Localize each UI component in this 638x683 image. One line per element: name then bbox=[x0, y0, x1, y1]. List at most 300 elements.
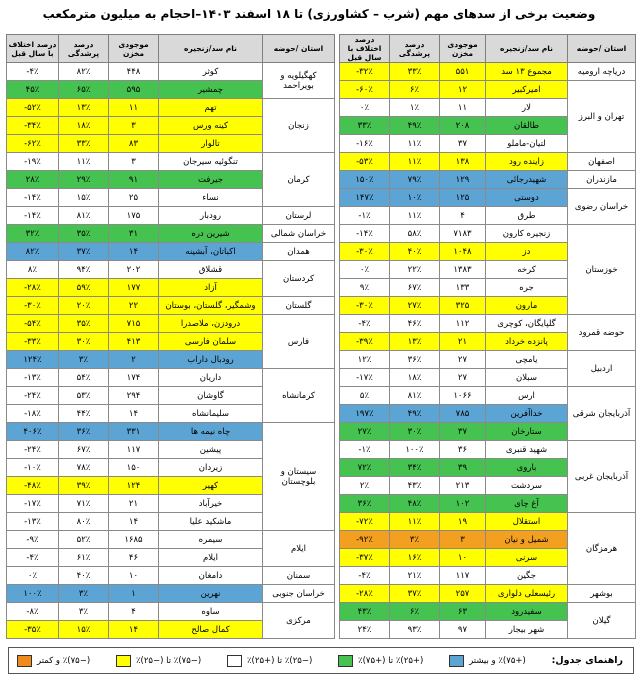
diff-percent-cell: ۴۵٪ bbox=[7, 81, 59, 99]
dam-row bbox=[340, 441, 636, 459]
storage-cell: ۱۱ bbox=[109, 99, 159, 117]
dam-row bbox=[340, 225, 636, 243]
diff-percent-cell: ۱۹۷٪ bbox=[340, 405, 390, 423]
storage-cell: ۳۹ bbox=[440, 459, 486, 477]
storage-cell: ۴ bbox=[109, 603, 159, 621]
fill-percent-cell: ۷۹٪ bbox=[390, 171, 440, 189]
province-cell: اردبیل bbox=[568, 351, 636, 387]
dam-row bbox=[340, 315, 636, 333]
storage-cell: ۳ bbox=[440, 531, 486, 549]
storage-cell: ۱۴ bbox=[109, 243, 159, 261]
diff-percent-cell: -۵۳٪ bbox=[340, 153, 390, 171]
province-cell: سمنان bbox=[263, 567, 335, 585]
fill-percent-cell: ۵۳٪ bbox=[59, 387, 109, 405]
fill-percent-cell: ۶۷٪ bbox=[59, 441, 109, 459]
diff-percent-cell: -۹٪ bbox=[7, 531, 59, 549]
storage-cell: ۴۱۳ bbox=[109, 333, 159, 351]
diff-percent-cell: -۱۷٪ bbox=[7, 495, 59, 513]
dam-name-cell: داریان bbox=[159, 369, 263, 387]
fill-percent-cell: ۳۶٪ bbox=[59, 423, 109, 441]
dam-name-cell: چاه نیمه ها bbox=[159, 423, 263, 441]
fill-percent-cell: ۵۴٪ bbox=[59, 369, 109, 387]
storage-cell: ۴۶ bbox=[109, 549, 159, 567]
storage-cell: ۳۷ bbox=[440, 423, 486, 441]
storage-cell: ۲۵۷ bbox=[440, 585, 486, 603]
province-cell: فارس bbox=[263, 315, 335, 369]
fill-percent-cell: ۲۷٪ bbox=[390, 297, 440, 315]
province-cell: ایلام bbox=[263, 531, 335, 567]
dam-name-cell: قشلاق bbox=[159, 261, 263, 279]
fill-percent-cell: ۶۷٪ bbox=[390, 279, 440, 297]
diff-percent-cell: -۵۲٪ bbox=[7, 99, 59, 117]
dam-name-cell: کمال صالح bbox=[159, 621, 263, 639]
storage-cell: ۱۰۴۸ bbox=[440, 243, 486, 261]
province-cell: مازندران bbox=[568, 171, 636, 189]
fill-percent-cell: ۱۱٪ bbox=[390, 207, 440, 225]
header-diff-percent: درصد اختلاف با سال قبل bbox=[7, 35, 59, 63]
legend-color-swatch bbox=[17, 655, 32, 667]
storage-cell: ۱۱ bbox=[440, 99, 486, 117]
diff-percent-cell: ۱۲۴٪ bbox=[7, 351, 59, 369]
diff-percent-cell: ۲٪ bbox=[340, 477, 390, 495]
diff-percent-cell: -۷۲٪ bbox=[340, 513, 390, 531]
dam-row bbox=[7, 585, 335, 603]
diff-percent-cell: -۴٪ bbox=[7, 63, 59, 81]
province-cell: گیلان bbox=[568, 603, 636, 639]
diff-percent-cell: -۳۵٪ bbox=[7, 621, 59, 639]
diff-percent-cell: -۶۰٪ bbox=[340, 81, 390, 99]
storage-cell: ۱۳۸ bbox=[440, 153, 486, 171]
storage-cell: ۱۱۲ bbox=[440, 315, 486, 333]
fill-percent-cell: ۸۲٪ bbox=[59, 63, 109, 81]
dam-name-cell: پیشین bbox=[159, 441, 263, 459]
legend-color-swatch bbox=[449, 655, 464, 667]
dam-name-cell: تنگوئیه سیرجان bbox=[159, 153, 263, 171]
storage-cell: ۱۶۸۵ bbox=[109, 531, 159, 549]
dam-name-cell: امیرکبیر bbox=[486, 81, 568, 99]
dam-name-cell: سلمان فارسی bbox=[159, 333, 263, 351]
province-cell: کهگیلویه و بویراحمد bbox=[263, 63, 335, 99]
province-cell: دریاچه ارومیه bbox=[568, 63, 636, 81]
fill-percent-cell: ۳۰٪ bbox=[390, 423, 440, 441]
storage-cell: ۸۳ bbox=[109, 135, 159, 153]
storage-cell: ۱۴ bbox=[109, 405, 159, 423]
fill-percent-cell: ۴۴٪ bbox=[59, 405, 109, 423]
dam-name-cell: سبلان bbox=[486, 369, 568, 387]
fill-percent-cell: ۳۷٪ bbox=[59, 243, 109, 261]
dam-name-cell: سیمره bbox=[159, 531, 263, 549]
fill-percent-cell: ۹۴٪ bbox=[59, 261, 109, 279]
dam-name-cell: دوستی bbox=[486, 189, 568, 207]
header-province: استان /حوضه bbox=[263, 35, 335, 63]
storage-cell: ۱۱۷ bbox=[109, 441, 159, 459]
legend-color-swatch bbox=[116, 655, 131, 667]
fill-percent-cell: ۲۲٪ bbox=[390, 261, 440, 279]
diff-percent-cell: ۴۰۶٪ bbox=[7, 423, 59, 441]
dam-name-cell: لار bbox=[486, 99, 568, 117]
fill-percent-cell: ۲۹٪ bbox=[59, 171, 109, 189]
fill-percent-cell: ۳۴٪ bbox=[390, 459, 440, 477]
fill-percent-cell: ۱۳٪ bbox=[59, 99, 109, 117]
dam-name-cell: شیرین دره bbox=[159, 225, 263, 243]
storage-cell: ۴۴۸ bbox=[109, 63, 159, 81]
storage-cell: ۲۱۳ bbox=[440, 477, 486, 495]
storage-cell: ۲۲ bbox=[109, 297, 159, 315]
fill-percent-cell: ۱۸٪ bbox=[390, 369, 440, 387]
province-cell: کرمان bbox=[263, 153, 335, 207]
fill-percent-cell: ۷۱٪ bbox=[59, 495, 109, 513]
province-cell: خراسان جنوبی bbox=[263, 585, 335, 603]
province-cell: آذربایجان شرقی bbox=[568, 387, 636, 441]
dam-name-cell: ماشکید علیا bbox=[159, 513, 263, 531]
dam-name-cell: تالوار bbox=[159, 135, 263, 153]
province-cell: لرستان bbox=[263, 207, 335, 225]
dam-row bbox=[7, 297, 335, 315]
province-cell: بوشهر bbox=[568, 585, 636, 603]
legend-item-text: (−۲۵)٪ تا (+۲۵)٪ bbox=[246, 655, 313, 666]
storage-cell: ۳۱ bbox=[109, 225, 159, 243]
storage-cell: ۴ bbox=[440, 207, 486, 225]
storage-cell: ۲۰۲ bbox=[109, 261, 159, 279]
province-cell: حوضه قمرود bbox=[568, 315, 636, 351]
diff-percent-cell: -۲۴٪ bbox=[7, 441, 59, 459]
diff-percent-cell: -۲۸٪ bbox=[340, 585, 390, 603]
diff-percent-cell: -۳۷٪ bbox=[340, 549, 390, 567]
storage-cell: ۱ bbox=[109, 585, 159, 603]
storage-cell: ۲۷ bbox=[440, 351, 486, 369]
province-cell: کردستان bbox=[263, 261, 335, 297]
dam-row bbox=[7, 243, 335, 261]
legend bbox=[8, 647, 634, 674]
fill-percent-cell: ۱۱٪ bbox=[390, 135, 440, 153]
dam-name-cell: رئیسعلی دلواری bbox=[486, 585, 568, 603]
storage-cell: ۹۱ bbox=[109, 171, 159, 189]
dam-name-cell: طرق bbox=[486, 207, 568, 225]
storage-cell: ۱۷۴ bbox=[109, 369, 159, 387]
fill-percent-cell: ۳۵٪ bbox=[59, 225, 109, 243]
diff-percent-cell: -۴۸٪ bbox=[7, 477, 59, 495]
storage-cell: ۲۵ bbox=[109, 189, 159, 207]
fill-percent-cell: ۵۹٪ bbox=[59, 279, 109, 297]
tables-container bbox=[8, 34, 636, 639]
storage-cell: ۳۶ bbox=[440, 441, 486, 459]
storage-cell: ۶۳ bbox=[440, 603, 486, 621]
fill-percent-cell: ۱۵٪ bbox=[59, 621, 109, 639]
dam-name-cell: جیرفت bbox=[159, 171, 263, 189]
fill-percent-cell: ۱۱٪ bbox=[390, 153, 440, 171]
right-dam-table bbox=[339, 34, 636, 639]
diff-percent-cell: -۲۸٪ bbox=[7, 279, 59, 297]
storage-cell: ۲ bbox=[109, 351, 159, 369]
fill-percent-cell: ۳٪ bbox=[59, 585, 109, 603]
storage-cell: ۱۰۲ bbox=[440, 495, 486, 513]
left-table-body bbox=[7, 63, 335, 639]
diff-percent-cell: -۸٪ bbox=[7, 603, 59, 621]
storage-cell: ۲۹۴ bbox=[109, 387, 159, 405]
fill-percent-cell: ۳۶٪ bbox=[390, 351, 440, 369]
diff-percent-cell: -۳۳٪ bbox=[7, 333, 59, 351]
left-dam-table bbox=[6, 34, 335, 639]
fill-percent-cell: ۳۷٪ bbox=[390, 585, 440, 603]
dam-name-cell: استقلال bbox=[486, 513, 568, 531]
fill-percent-cell: ۳۹٪ bbox=[59, 477, 109, 495]
header-row bbox=[340, 35, 636, 63]
dam-name-cell: کینه ورس bbox=[159, 117, 263, 135]
header-storage: موجودی مخزن bbox=[440, 35, 486, 63]
legend-item bbox=[449, 655, 526, 667]
storage-cell: ۱۵۰ bbox=[109, 459, 159, 477]
diff-percent-cell: ۱۲٪ bbox=[340, 351, 390, 369]
dam-row bbox=[7, 315, 335, 333]
dam-row bbox=[340, 603, 636, 621]
fill-percent-cell: ۲۱٪ bbox=[390, 567, 440, 585]
dam-name-cell: خیرآباد bbox=[159, 495, 263, 513]
province-cell: همدان bbox=[263, 243, 335, 261]
fill-percent-cell: ۳٪ bbox=[59, 351, 109, 369]
dam-name-cell: شمیل و نیان bbox=[486, 531, 568, 549]
diff-percent-cell: ۲۴٪ bbox=[340, 621, 390, 639]
dam-row bbox=[7, 207, 335, 225]
header-fill-percent: درصد پرشدگی bbox=[59, 35, 109, 63]
dam-name-cell: شهیدرجائی bbox=[486, 171, 568, 189]
dam-name-cell: مجموع ۱۳ سد bbox=[486, 63, 568, 81]
diff-percent-cell: -۳۲٪ bbox=[340, 63, 390, 81]
storage-cell: ۱۴ bbox=[109, 513, 159, 531]
dam-name-cell: باروی bbox=[486, 459, 568, 477]
storage-cell: ۱۰ bbox=[109, 567, 159, 585]
dam-row bbox=[340, 189, 636, 207]
storage-cell: ۱۲۹ bbox=[440, 171, 486, 189]
dam-name-cell: جره bbox=[486, 279, 568, 297]
diff-percent-cell: -۱۶٪ bbox=[340, 135, 390, 153]
diff-percent-cell: -۱٪ bbox=[340, 441, 390, 459]
dam-name-cell: نساء bbox=[159, 189, 263, 207]
dam-name-cell: طالقان bbox=[486, 117, 568, 135]
legend-item-text: (+۷۵)٪ و بیشتر bbox=[469, 655, 526, 666]
diff-percent-cell: -۲۴٪ bbox=[7, 387, 59, 405]
dam-row bbox=[7, 63, 335, 81]
diff-percent-cell: ۷۲٪ bbox=[340, 459, 390, 477]
province-cell: سیستان و بلوچستان bbox=[263, 423, 335, 531]
storage-cell: ۱۰۶۶ bbox=[440, 387, 486, 405]
dam-name-cell: اکباتان، آبشینه bbox=[159, 243, 263, 261]
province-cell: گلستان bbox=[263, 297, 335, 315]
diff-percent-cell: -۱۳٪ bbox=[7, 513, 59, 531]
fill-percent-cell: ۱۰٪ bbox=[390, 189, 440, 207]
dam-name-cell: ساوه bbox=[159, 603, 263, 621]
legend-item-text: (−۷۵)٪ و کمتر bbox=[37, 655, 91, 666]
storage-cell: ۱۷۷ bbox=[109, 279, 159, 297]
fill-percent-cell: ۳۰٪ bbox=[59, 333, 109, 351]
dam-name-cell: سردشت bbox=[486, 477, 568, 495]
diff-percent-cell: -۹۲٪ bbox=[340, 531, 390, 549]
fill-percent-cell: ۱٪ bbox=[390, 99, 440, 117]
fill-percent-cell: ۳۳٪ bbox=[59, 135, 109, 153]
diff-percent-cell: ۳۳٪ bbox=[340, 117, 390, 135]
header-dam-name: نام سد/زنجیره bbox=[159, 35, 263, 63]
dam-row bbox=[340, 387, 636, 405]
diff-percent-cell: -۳۰٪ bbox=[340, 243, 390, 261]
diff-percent-cell: -۱۴٪ bbox=[340, 225, 390, 243]
storage-cell: ۷۱۸۳ bbox=[440, 225, 486, 243]
fill-percent-cell: ۴۶٪ bbox=[390, 315, 440, 333]
header-row bbox=[7, 35, 335, 63]
dam-row bbox=[7, 423, 335, 441]
dam-row bbox=[7, 603, 335, 621]
storage-cell: ۲۰۸ bbox=[440, 117, 486, 135]
right-table-body bbox=[340, 63, 636, 639]
province-cell: اصفهان bbox=[568, 153, 636, 171]
header-diff-percent: درصد اختلاف با سال قبل bbox=[340, 35, 390, 63]
dam-name-cell: لتیان-ماملو bbox=[486, 135, 568, 153]
dam-name-cell: زیردان bbox=[159, 459, 263, 477]
header-province: استان /حوضه bbox=[568, 35, 636, 63]
legend-item bbox=[338, 655, 423, 667]
dam-name-cell: زاینده رود bbox=[486, 153, 568, 171]
dam-name-cell: کهیر bbox=[159, 477, 263, 495]
dam-name-cell: درودزن، ملاصدرا bbox=[159, 315, 263, 333]
fill-percent-cell: ۴۳٪ bbox=[390, 477, 440, 495]
fill-percent-cell: ۱۶٪ bbox=[390, 549, 440, 567]
fill-percent-cell: ۱۰۰٪ bbox=[390, 441, 440, 459]
header-storage: موجودی مخزن bbox=[109, 35, 159, 63]
dam-row bbox=[340, 585, 636, 603]
header-dam-name: نام سد/زنجیره bbox=[486, 35, 568, 63]
diff-percent-cell: ۸۲٪ bbox=[7, 243, 59, 261]
fill-percent-cell: ۶٪ bbox=[390, 81, 440, 99]
fill-percent-cell: ۵۲٪ bbox=[59, 531, 109, 549]
fill-percent-cell: ۳٪ bbox=[390, 531, 440, 549]
legend-color-swatch bbox=[227, 655, 242, 667]
fill-percent-cell: ۵۸٪ bbox=[390, 225, 440, 243]
dam-name-cell: شهر بیجار bbox=[486, 621, 568, 639]
diff-percent-cell: -۶۲٪ bbox=[7, 135, 59, 153]
diff-percent-cell: ۳۶٪ bbox=[340, 495, 390, 513]
storage-cell: ۳ bbox=[109, 117, 159, 135]
storage-cell: ۲۱ bbox=[109, 495, 159, 513]
diff-percent-cell: ۰٪ bbox=[340, 261, 390, 279]
dam-name-cell: آغ چای bbox=[486, 495, 568, 513]
dam-name-cell: گاوشان bbox=[159, 387, 263, 405]
storage-cell: ۲۷ bbox=[440, 369, 486, 387]
diff-percent-cell: -۱۸٪ bbox=[7, 405, 59, 423]
dam-row bbox=[7, 153, 335, 171]
diff-percent-cell: ۱۵۰٪ bbox=[340, 171, 390, 189]
diff-percent-cell: -۳۹٪ bbox=[340, 333, 390, 351]
dam-name-cell: پانزده خرداد bbox=[486, 333, 568, 351]
diff-percent-cell: -۱۰٪ bbox=[7, 459, 59, 477]
dam-name-cell: رودبار bbox=[159, 207, 263, 225]
legend-label: راهنمای جدول: bbox=[551, 655, 623, 666]
dam-row bbox=[7, 567, 335, 585]
diff-percent-cell: ۰٪ bbox=[7, 567, 59, 585]
diff-percent-cell: ۳۲٪ bbox=[7, 225, 59, 243]
dam-name-cell: کرخه bbox=[486, 261, 568, 279]
diff-percent-cell: -۱۴٪ bbox=[7, 189, 59, 207]
dam-row bbox=[340, 63, 636, 81]
dam-name-cell: خداآفرین bbox=[486, 405, 568, 423]
fill-percent-cell: ۱۱٪ bbox=[390, 513, 440, 531]
dam-name-cell: زنجیره کارون bbox=[486, 225, 568, 243]
dam-row bbox=[340, 153, 636, 171]
dam-name-cell: رودبال داراب bbox=[159, 351, 263, 369]
storage-cell: ۱۲۴ bbox=[109, 477, 159, 495]
province-cell: تهران و البرز bbox=[568, 81, 636, 153]
storage-cell: ۷۱۵ bbox=[109, 315, 159, 333]
diff-percent-cell: ۱۴۷٪ bbox=[340, 189, 390, 207]
storage-cell: ۵۵۱ bbox=[440, 63, 486, 81]
dam-row bbox=[340, 81, 636, 99]
province-cell: خراسان شمالی bbox=[263, 225, 335, 243]
province-cell: هرمزگان bbox=[568, 513, 636, 585]
legend-item bbox=[227, 655, 312, 667]
diff-percent-cell: ۹٪ bbox=[340, 279, 390, 297]
fill-percent-cell: ۳۳٪ bbox=[390, 63, 440, 81]
diff-percent-cell: -۳۰٪ bbox=[7, 297, 59, 315]
diff-percent-cell: -۱۳٪ bbox=[7, 369, 59, 387]
storage-cell: ۱۱۷ bbox=[440, 567, 486, 585]
dam-name-cell: کوثر bbox=[159, 63, 263, 81]
fill-percent-cell: ۶۱٪ bbox=[59, 549, 109, 567]
province-cell: مرکزی bbox=[263, 603, 335, 639]
dam-name-cell: چمشیر bbox=[159, 81, 263, 99]
legend-item bbox=[17, 655, 90, 667]
diff-percent-cell: -۴٪ bbox=[340, 315, 390, 333]
fill-percent-cell: ۴۸٪ bbox=[390, 495, 440, 513]
dam-name-cell: یامچی bbox=[486, 351, 568, 369]
dam-row bbox=[7, 99, 335, 117]
storage-cell: ۳ bbox=[109, 153, 159, 171]
fill-percent-cell: ۳۵٪ bbox=[59, 315, 109, 333]
dam-name-cell: مارون bbox=[486, 297, 568, 315]
dam-name-cell: وشمگیر، گلستان، بوستان bbox=[159, 297, 263, 315]
dam-row bbox=[7, 531, 335, 549]
fill-percent-cell: ۳٪ bbox=[59, 603, 109, 621]
diff-percent-cell: ۲۷٪ bbox=[340, 423, 390, 441]
dam-row bbox=[7, 225, 335, 243]
dam-row bbox=[7, 369, 335, 387]
fill-percent-cell: ۲۰٪ bbox=[59, 297, 109, 315]
diff-percent-cell: -۳۴٪ bbox=[7, 117, 59, 135]
storage-cell: ۵۹۵ bbox=[109, 81, 159, 99]
diff-percent-cell: ۵٪ bbox=[340, 387, 390, 405]
dam-name-cell: ارس bbox=[486, 387, 568, 405]
storage-cell: ۲۱ bbox=[440, 333, 486, 351]
fill-percent-cell: ۶۵٪ bbox=[59, 81, 109, 99]
storage-cell: ۳۳۱ bbox=[109, 423, 159, 441]
diff-percent-cell: -۳۰٪ bbox=[340, 297, 390, 315]
dam-name-cell: آزاد bbox=[159, 279, 263, 297]
fill-percent-cell: ۴۰٪ bbox=[390, 243, 440, 261]
legend-color-swatch bbox=[338, 655, 353, 667]
province-cell: خوزستان bbox=[568, 225, 636, 315]
dam-name-cell: ایلام bbox=[159, 549, 263, 567]
diff-percent-cell: -۱٪ bbox=[340, 207, 390, 225]
diff-percent-cell: -۱۷٪ bbox=[340, 369, 390, 387]
fill-percent-cell: ۱۵٪ bbox=[59, 189, 109, 207]
diff-percent-cell: ۱۰۰٪ bbox=[7, 585, 59, 603]
dam-name-cell: گلپایگان، کوچری bbox=[486, 315, 568, 333]
fill-percent-cell: ۶٪ bbox=[390, 603, 440, 621]
diff-percent-cell: -۵۴٪ bbox=[7, 315, 59, 333]
fill-percent-cell: ۸۰٪ bbox=[59, 513, 109, 531]
dam-row bbox=[7, 261, 335, 279]
dam-row bbox=[340, 351, 636, 369]
dam-row bbox=[340, 513, 636, 531]
diff-percent-cell: ۴۳٪ bbox=[340, 603, 390, 621]
province-cell: کرمانشاه bbox=[263, 369, 335, 423]
dam-name-cell: نهرین bbox=[159, 585, 263, 603]
